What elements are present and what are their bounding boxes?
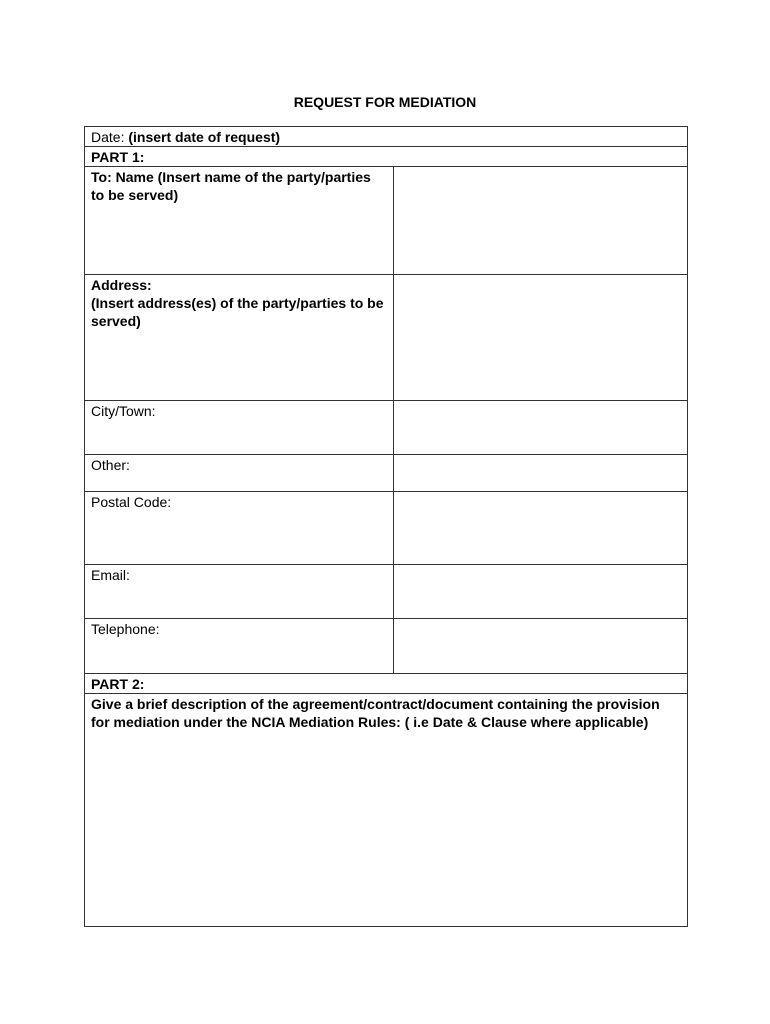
date-label: Date: [91,129,129,145]
telephone-field[interactable] [394,619,688,674]
postal-label: Postal Code: [85,492,394,565]
address-row [85,275,688,401]
document-title: REQUEST FOR MEDIATION [293,94,477,110]
part2-description[interactable]: Give a brief description of the agreement/contract/document containing the provision for mediation under the NCIA Mediation Rules: ( i.e Date & Clause where applicable) [85,694,688,927]
part2-heading: PART 2: [85,674,688,694]
telephone-row [85,619,688,674]
city-field[interactable] [394,401,688,455]
postal-row [85,492,688,565]
date-cell[interactable] [85,127,688,147]
part2-description-row [85,694,688,927]
name-row [85,167,688,275]
part1-heading: PART 1: [85,147,688,167]
address-instruction: (Insert address(es) of the party/parties to be served) [91,295,384,329]
email-field[interactable] [394,565,688,619]
address-field[interactable] [394,275,688,401]
mediation-request-form [84,126,688,927]
email-row [85,565,688,619]
address-label-cell [85,275,394,401]
part1-heading-row [85,147,688,167]
postal-field[interactable] [394,492,688,565]
name-field[interactable] [394,167,688,275]
name-label: To: Name (Insert name of the party/parties to be served) [85,167,394,275]
part2-heading-row [85,674,688,694]
address-label: Address: [91,277,152,293]
city-label: City/Town: [85,401,394,455]
date-row [85,127,688,147]
other-row [85,455,688,492]
date-instruction: (insert date of request) [128,129,281,145]
email-label: Email: [85,565,394,619]
telephone-label: Telephone: [85,619,394,674]
city-row [85,401,688,455]
other-label: Other: [85,455,394,492]
other-field[interactable] [394,455,688,492]
